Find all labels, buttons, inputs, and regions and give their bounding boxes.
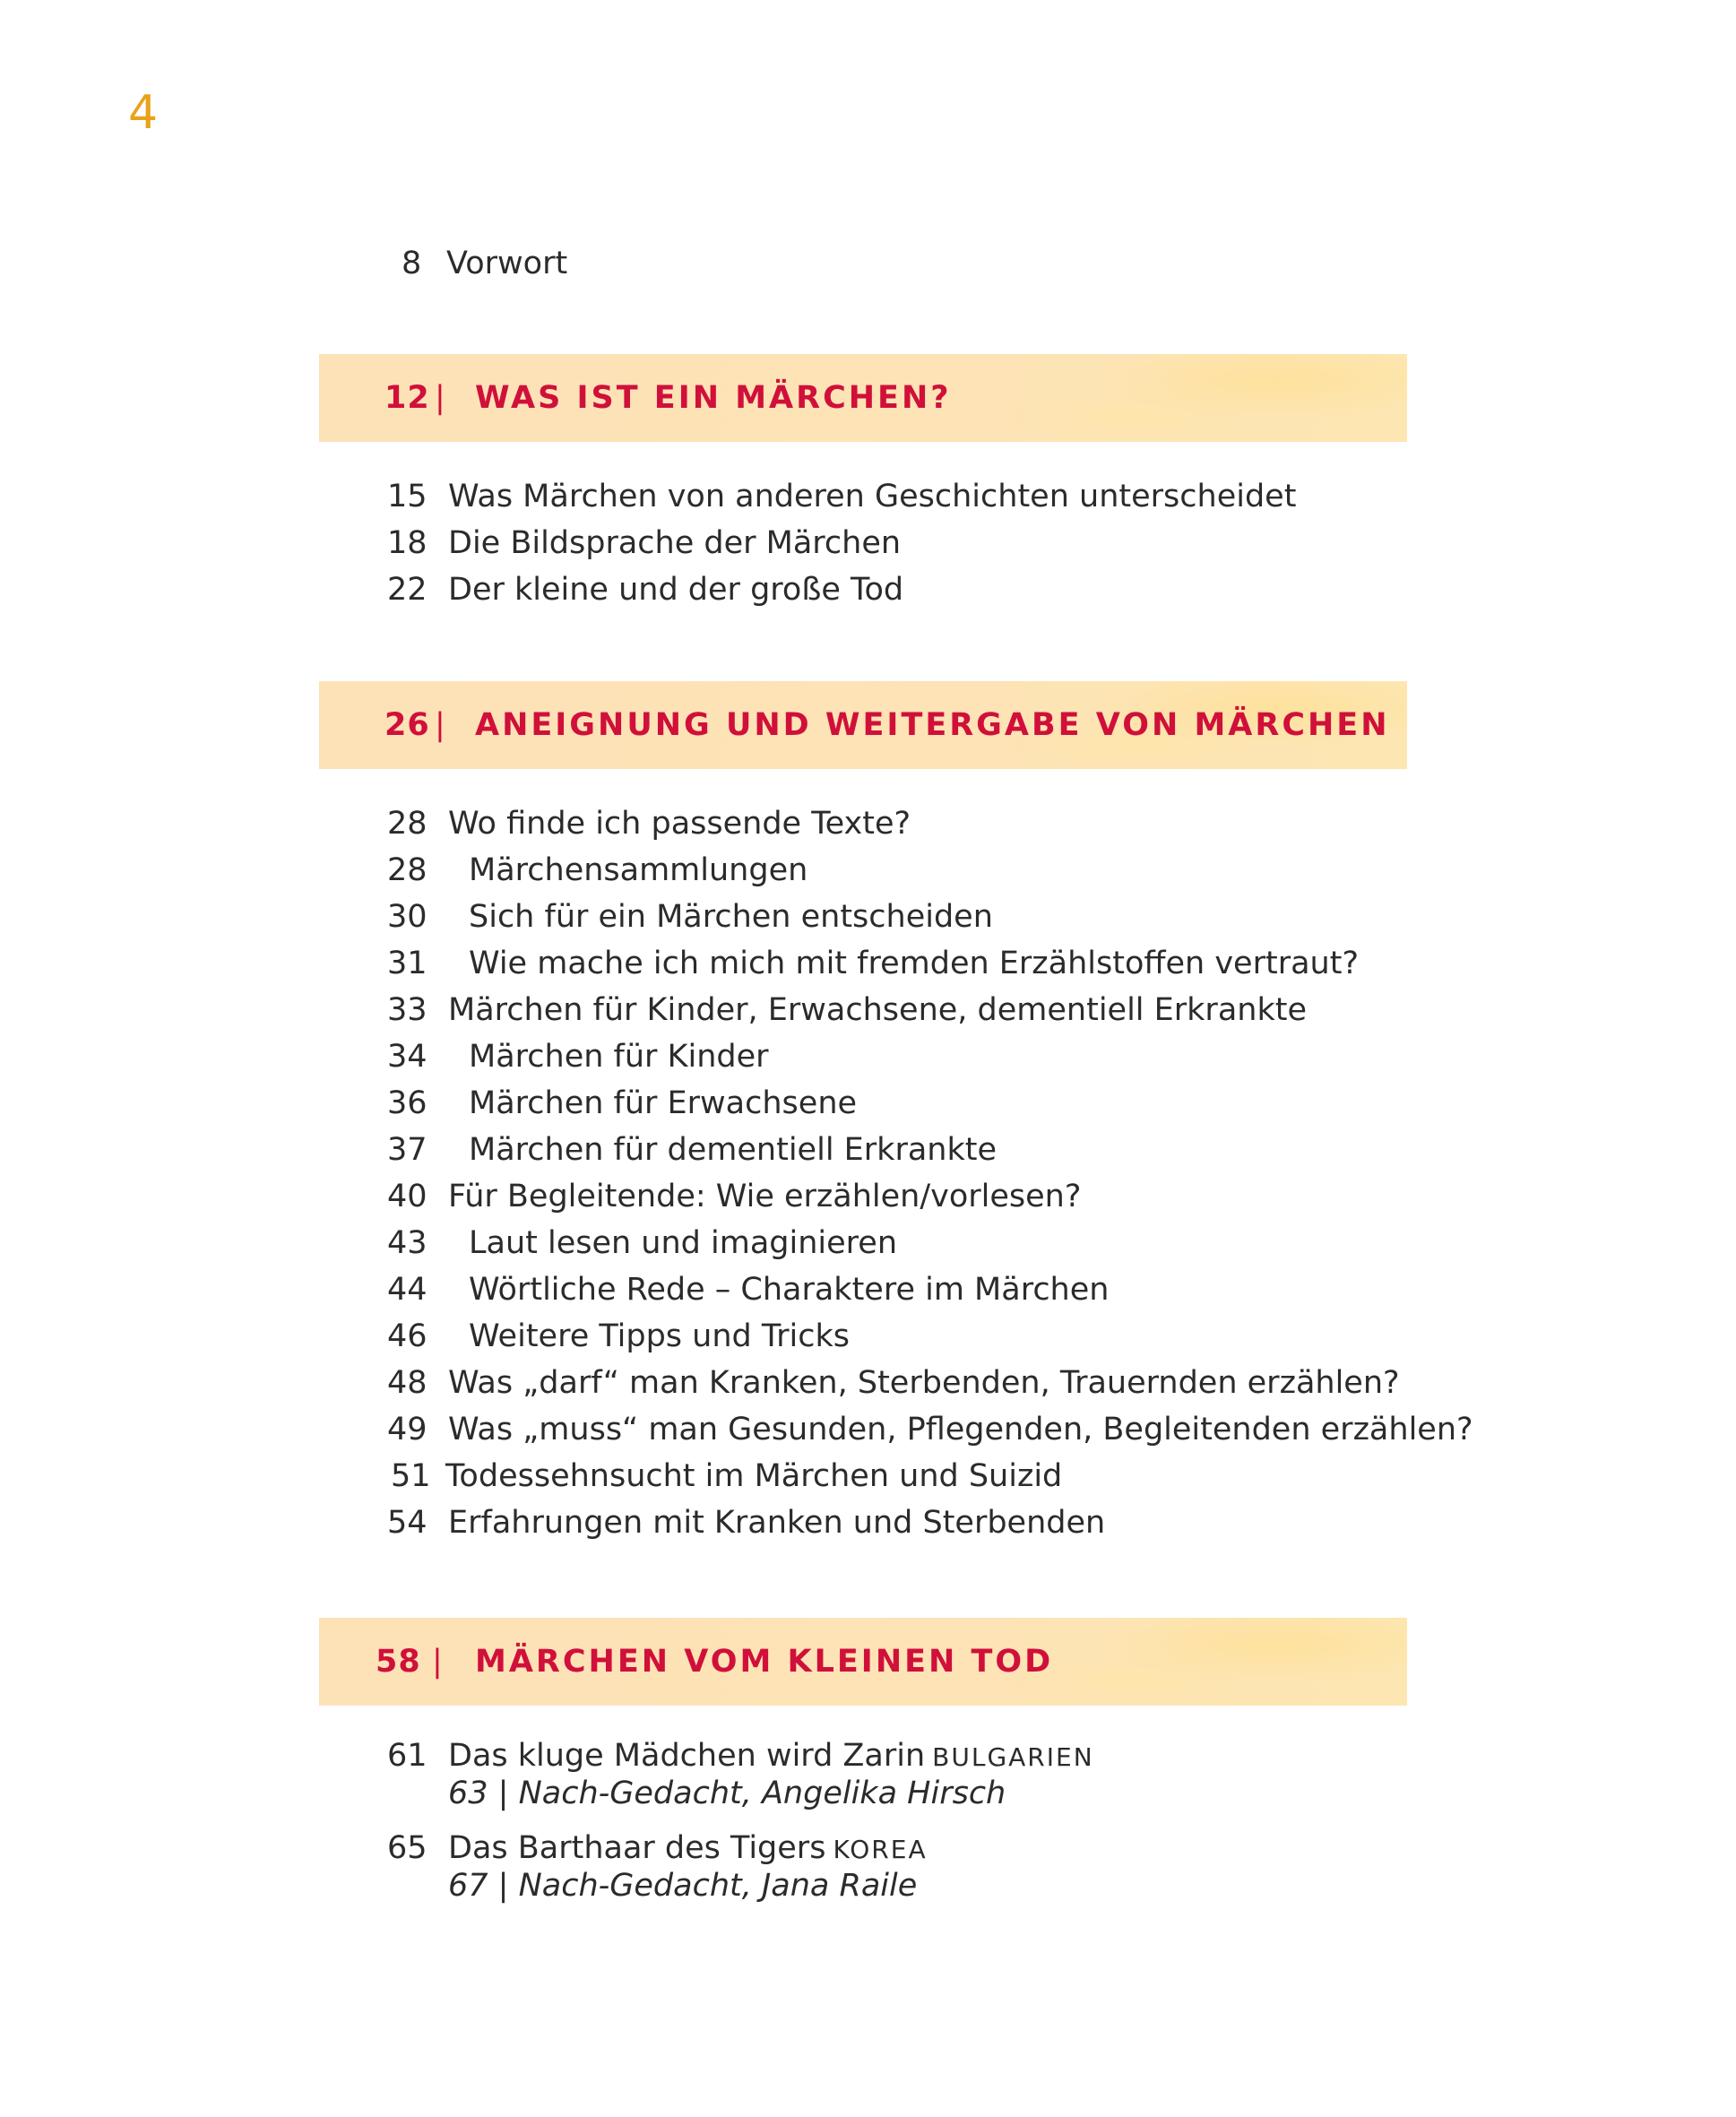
toc-entry-title: Wo finde ich passende Texte? xyxy=(448,806,911,842)
toc-entry-page: 44 xyxy=(387,1272,428,1308)
toc-entry-title: Märchen für Kinder, Erwachsene, dementiell Erkrankte xyxy=(448,992,1307,1028)
toc-entry-title: Weitere Tipps und Tricks xyxy=(469,1318,850,1354)
toc-entry-page: 36 xyxy=(387,1085,428,1121)
section-page: 26 xyxy=(384,707,430,743)
toc-entry-page: 61 xyxy=(387,1738,428,1774)
toc-entry-title: Märchen für dementiell Erkrankte xyxy=(469,1132,997,1168)
toc-entry-page: 31 xyxy=(387,946,428,981)
toc-entry-page: 48 xyxy=(387,1365,428,1401)
toc-entry-title: Was „muss“ man Gesunden, Pflegenden, Begleitenden erzählen? xyxy=(448,1412,1473,1447)
section-separator: | xyxy=(435,707,448,743)
toc-entry-page: 51 xyxy=(391,1458,431,1494)
toc-entry-title: Sich für ein Märchen entscheiden xyxy=(469,899,993,935)
toc-entry-title: Wie mache ich mich mit fremden Erzählstoffen vertraut? xyxy=(469,946,1360,981)
toc-entry-page: 34 xyxy=(387,1039,428,1075)
toc-entry-page: 37 xyxy=(387,1132,428,1168)
toc-entry-title: Märchen für Kinder xyxy=(469,1039,769,1075)
story-title: Das kluge Mädchen wird Zarin xyxy=(448,1738,926,1774)
toc-entry-page: 28 xyxy=(387,806,428,842)
toc-entry-title: Für Begleitende: Wie erzählen/vorlesen? xyxy=(448,1179,1082,1214)
toc-entry-page: 15 xyxy=(387,479,428,514)
toc-entry-page: 49 xyxy=(387,1412,428,1447)
toc-entry-title: Laut lesen und imaginieren xyxy=(469,1225,898,1261)
toc-entry-page: 22 xyxy=(387,572,428,608)
section-separator: | xyxy=(432,1644,445,1680)
section-header-band xyxy=(319,1618,1407,1706)
toc-entry-title: Was „darf“ man Kranken, Sterbenden, Trauernden erzählen? xyxy=(448,1365,1400,1401)
story-title: Das Barthaar des Tigers xyxy=(448,1830,826,1866)
toc-entry-page: 54 xyxy=(387,1505,428,1541)
page-number: 4 xyxy=(128,86,159,140)
toc-entry-title: Die Bildsprache der Märchen xyxy=(448,525,902,561)
story-afterword: 63 | Nach-Gedacht, Angelika Hirsch xyxy=(448,1776,1006,1811)
toc-entry-page: 8 xyxy=(402,246,422,281)
section-title: MÄRCHEN VOM KLEINEN TOD xyxy=(475,1644,1054,1680)
story-afterword: 67 | Nach-Gedacht, Jana Raile xyxy=(448,1868,918,1904)
section-page: 58 xyxy=(376,1644,421,1680)
toc-entry-page: 33 xyxy=(387,992,428,1028)
toc-entry-title: Märchensammlungen xyxy=(469,852,808,888)
section-page: 12 xyxy=(384,380,430,416)
story-country: BULGARIEN xyxy=(932,1742,1094,1772)
section-title: WAS IST EIN MÄRCHEN? xyxy=(475,380,952,416)
section-title: ANEIGNUNG UND WEITERGABE VON MÄRCHEN xyxy=(475,707,1390,743)
section-separator: | xyxy=(435,380,448,416)
toc-entry-page: 28 xyxy=(387,852,428,888)
toc-entry-page: 43 xyxy=(387,1225,428,1261)
section-header-band xyxy=(319,354,1407,442)
toc-entry-title: Der kleine und der große Tod xyxy=(448,572,904,608)
toc-entry-page: 30 xyxy=(387,899,428,935)
toc-entry-title: Wörtliche Rede – Charaktere im Märchen xyxy=(469,1272,1110,1308)
toc-entry-title: Was Märchen von anderen Geschichten unterscheidet xyxy=(448,479,1297,514)
toc-entry-page: 65 xyxy=(387,1830,428,1866)
story-country: KOREA xyxy=(833,1835,928,1864)
toc-entry-title: Todessehnsucht im Märchen und Suizid xyxy=(445,1458,1063,1494)
toc-entry-title: Märchen für Erwachsene xyxy=(469,1085,858,1121)
toc-entry-page: 46 xyxy=(387,1318,428,1354)
section-header-band xyxy=(319,681,1407,769)
toc-entry-page: 40 xyxy=(387,1179,428,1214)
toc-entry-title: Erfahrungen mit Kranken und Sterbenden xyxy=(448,1505,1106,1541)
toc-entry-title: Vorwort xyxy=(446,246,568,281)
toc-entry-page: 18 xyxy=(387,525,428,561)
